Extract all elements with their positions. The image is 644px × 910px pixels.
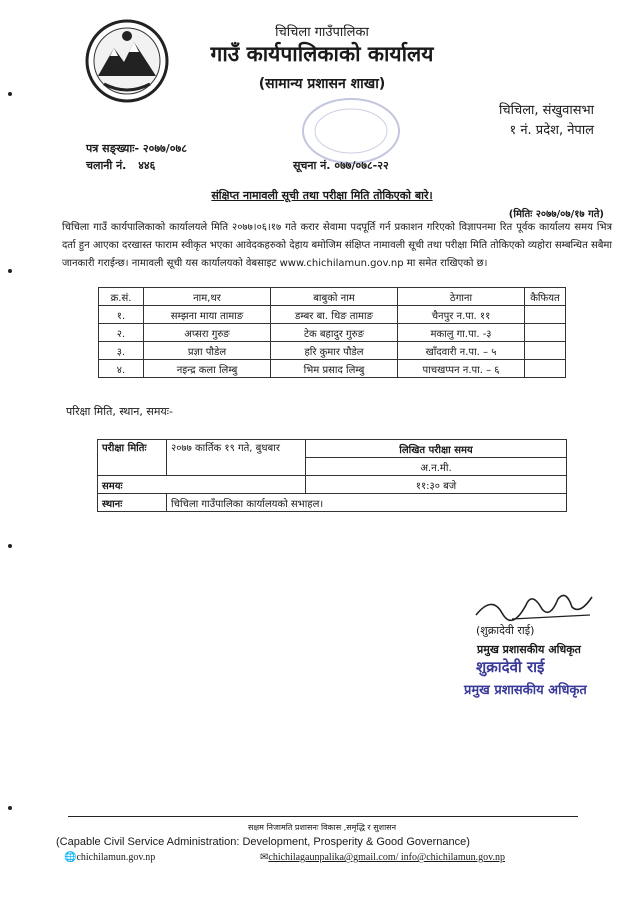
subject-line: संक्षिप्त नामावली सूची तथा परीक्षा मिति तोकिएको बारे। bbox=[211, 189, 433, 202]
exam-row-date bbox=[98, 440, 567, 458]
col-header-remarks: कैफियत bbox=[525, 288, 566, 306]
cell-sn: १. bbox=[99, 306, 144, 324]
footer-slogan-en: (Capable Civil Service Administration: Development, Prosperity & Good Governance) bbox=[56, 836, 470, 848]
cell-remarks bbox=[525, 360, 566, 378]
cell-remarks bbox=[525, 324, 566, 342]
col-header-father: बाबुको नाम bbox=[271, 288, 398, 306]
footer-website[interactable] bbox=[64, 852, 155, 863]
municipality-name: चिचिला गाउँपालिका bbox=[275, 25, 369, 40]
signatory-title: प्रमुख प्रशासकीय अधिकृत bbox=[477, 643, 581, 656]
notice-number-value: ०७७/०७८-२२ bbox=[334, 159, 389, 172]
cell-sn: २. bbox=[99, 324, 144, 342]
office-title: गाउँ कार्यपालिकाको कार्यालय bbox=[210, 42, 434, 66]
punch-mark bbox=[8, 92, 12, 96]
cell-remarks bbox=[525, 306, 566, 324]
dispatch-number-value: ४४६ bbox=[138, 159, 156, 172]
col-header-sn: क्र.सं. bbox=[99, 288, 144, 306]
cell-address: पाचखप्पन न.पा. – ६ bbox=[398, 360, 525, 378]
cell-name: नइन्द्र कला लिम्बु bbox=[144, 360, 271, 378]
cell-sn: ३. bbox=[99, 342, 144, 360]
footer-email[interactable] bbox=[260, 852, 505, 863]
cell-name: सम्झना माया तामाङ bbox=[144, 306, 271, 324]
cell-name: प्रज्ञा पौडेल bbox=[144, 342, 271, 360]
footer-divider bbox=[68, 816, 578, 817]
table-row bbox=[99, 324, 566, 342]
website-link[interactable]: chichilamun.gov.np bbox=[76, 852, 156, 863]
exam-time-label: समयः bbox=[98, 476, 306, 494]
cell-address: चैनपुर न.पा. ११ bbox=[398, 306, 525, 324]
letter-number-value: २०७७/०७८ bbox=[142, 142, 187, 155]
cell-address: खाँदवारी न.पा. – ५ bbox=[398, 342, 525, 360]
globe-icon: 🌐 bbox=[64, 852, 77, 863]
exam-table bbox=[97, 439, 567, 512]
cell-father: डम्बर बा. थिङ तामाङ bbox=[271, 306, 398, 324]
table-row bbox=[99, 360, 566, 378]
cell-father: हरि कुमार पौडेल bbox=[271, 342, 398, 360]
table-row bbox=[99, 342, 566, 360]
exam-row-place bbox=[98, 494, 567, 512]
cell-father: टेक बहादुर गुरुङ bbox=[271, 324, 398, 342]
col-header-address: ठेगाना bbox=[398, 288, 525, 306]
table-row bbox=[99, 306, 566, 324]
exam-place-value: चिचिला गाउँपालिका कार्यालयको सभाहल। bbox=[167, 494, 567, 512]
stamp-title: प्रमुख प्रशासकीय अधिकृत bbox=[464, 683, 587, 698]
cell-name: अप्सरा गुरुङ bbox=[144, 324, 271, 342]
handwritten-signature bbox=[472, 585, 602, 625]
letter-number-label: पत्र सङ्ख्याः- bbox=[86, 142, 140, 155]
cell-sn: ४. bbox=[99, 360, 144, 378]
email-links[interactable]: chichilagaunpalika@gmail.com/ info@chichilamun.gov.np bbox=[268, 852, 505, 863]
written-exam-header: लिखित परीक्षा समय bbox=[306, 440, 567, 458]
letter-number bbox=[86, 141, 187, 156]
address-line-1: चिचिला, संखुवासभा bbox=[498, 103, 594, 118]
signatory-name: (शुक्रादेवी राई) bbox=[476, 624, 535, 637]
branch-title: (सामान्य प्रशासन शाखा) bbox=[258, 76, 386, 92]
mail-icon: ✉ bbox=[260, 852, 269, 863]
candidate-table bbox=[98, 287, 566, 378]
exam-date-label: परीक्षा मितिः bbox=[98, 440, 167, 476]
cell-remarks bbox=[525, 342, 566, 360]
exam-row-time bbox=[98, 476, 567, 494]
punch-mark bbox=[8, 544, 12, 548]
dispatch-number-label: चलानी नं. bbox=[86, 159, 127, 172]
body-paragraph: चिचिला गाउँ कार्यपालिकाको कार्यालयले मिति २०७७।०६।१७ गते करार सेवामा पदपूर्ति गर्न प्रकाशन गरिएको विज्ञापनमा रित पूर्वक कार्यालय समय भित्र दर्ता हुन आएका दरखास्त फाराम स्वीकृत भएका आवेदकहरुको देहाय बमोजिम संक्षिप्त नामावली सूची तथा परीक्षा मिति तोकिएको व्यहोरा सम्बन्धित सबैमा जानकारी गराईन्छ। नामावली सूची यस कार्यालयको वेबसाइट www.chichilamun.gov.np मा समेत राखिएको छ। bbox=[62, 222, 612, 269]
letter-date: (मितिः २०७७/०७/१७ गते) bbox=[508, 209, 604, 220]
col-header-name: नाम,थर bbox=[144, 288, 271, 306]
exam-section-label: परिक्षा मिति, स्थान, समयः- bbox=[66, 405, 173, 418]
punch-mark bbox=[8, 806, 12, 810]
exam-ampm: अ.न.मी. bbox=[306, 458, 567, 476]
footer-slogan-np: सक्षम निजामति प्रशासनः विकास ,समृद्धि र सुशासन bbox=[247, 823, 397, 832]
address-line-2: १ नं. प्रदेश, नेपाल bbox=[509, 123, 594, 138]
punch-mark bbox=[8, 269, 12, 273]
exam-place-label: स्थानः bbox=[98, 494, 167, 512]
stamp-name: शुक्रादेवी राई bbox=[476, 658, 545, 676]
dispatch-number bbox=[86, 158, 155, 173]
cell-father: भिम प्रसाद लिम्बु bbox=[271, 360, 398, 378]
table-header-row bbox=[99, 288, 566, 306]
notice-number bbox=[293, 158, 389, 173]
cell-address: मकालु गा.पा. -३ bbox=[398, 324, 525, 342]
exam-date-value: २०७७ कार्तिक १९ गते, बुधबार bbox=[167, 440, 306, 476]
exam-time-value: ११:३० बजे bbox=[306, 476, 567, 494]
notice-number-label: सूचना नं. bbox=[293, 159, 331, 172]
